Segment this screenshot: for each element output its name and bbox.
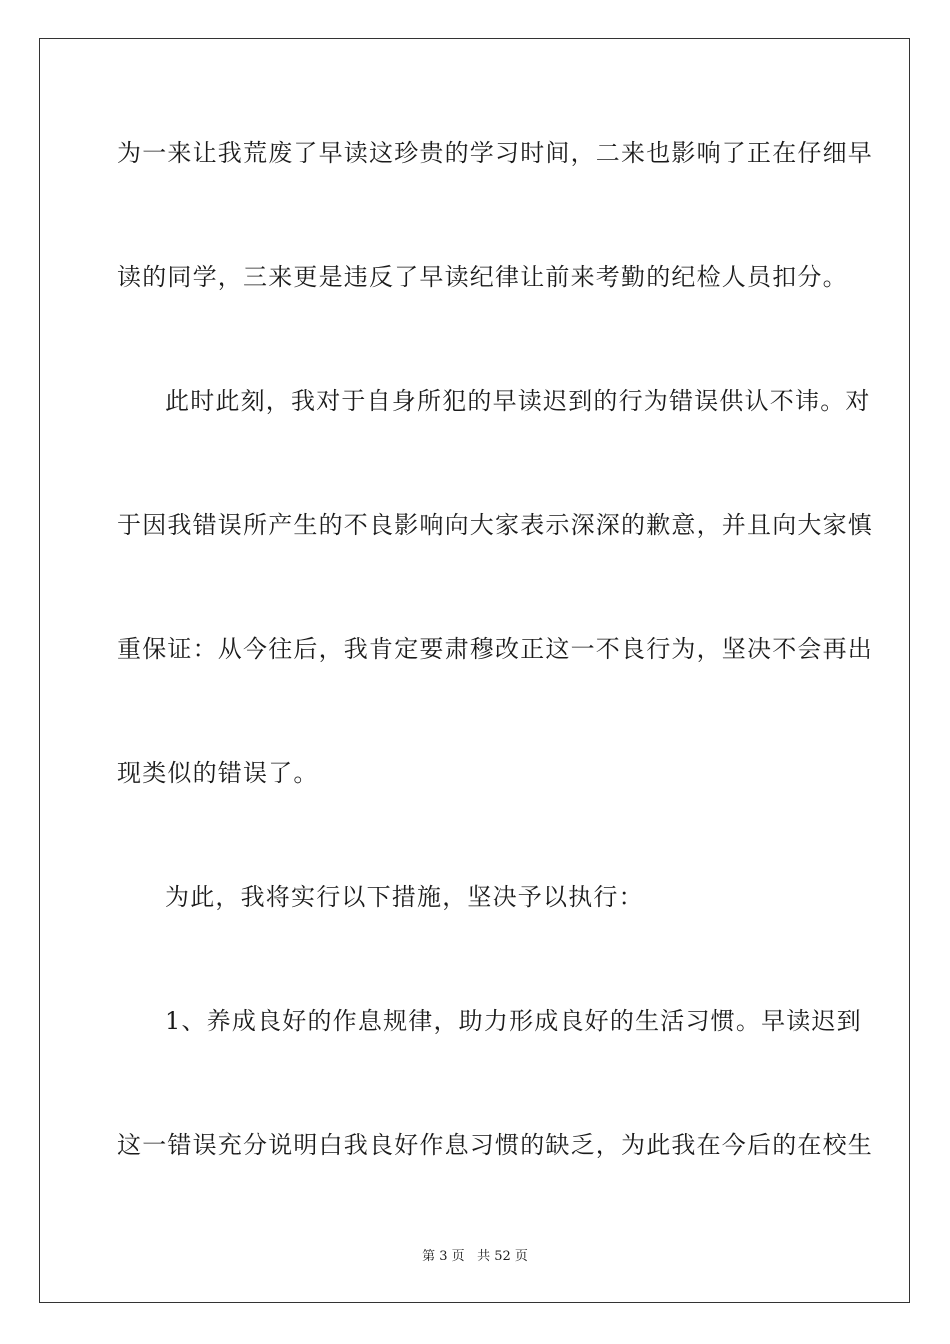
page-footer [0,1248,950,1266]
paragraph-line: 重保证：从今往后，我肯定要肃穆改正这一不良行为，坚决不会再出 [117,635,873,663]
paragraph-line: 1、养成良好的作息规律，助力形成良好的生活习惯。早读迟到 [165,1007,862,1035]
page-total: 共 52 页 [477,1249,528,1264]
paragraph-line: 为一来让我荒废了早读这珍贵的学习时间，二来也影响了正在仔细早 [117,139,873,167]
paragraph-line: 现类似的错误了。 [117,759,319,787]
paragraph-line: 此时此刻，我对于自身所犯的早读迟到的行为错误供认不讳。对 [165,387,871,415]
paragraph-line: 为此，我将实行以下措施，坚决予以执行： [165,883,644,911]
paragraph-line: 读的同学，三来更是违反了早读纪律让前来考勤的纪检人员扣分。 [117,263,848,291]
paragraph-line: 这一错误充分说明白我良好作息习惯的缺乏，为此我在今后的在校生 [117,1131,873,1159]
page-number: 第 3 页 [422,1249,465,1264]
paragraph-line: 于因我错误所产生的不良影响向大家表示深深的歉意，并且向大家慎 [117,511,873,539]
page-border [39,38,910,1303]
